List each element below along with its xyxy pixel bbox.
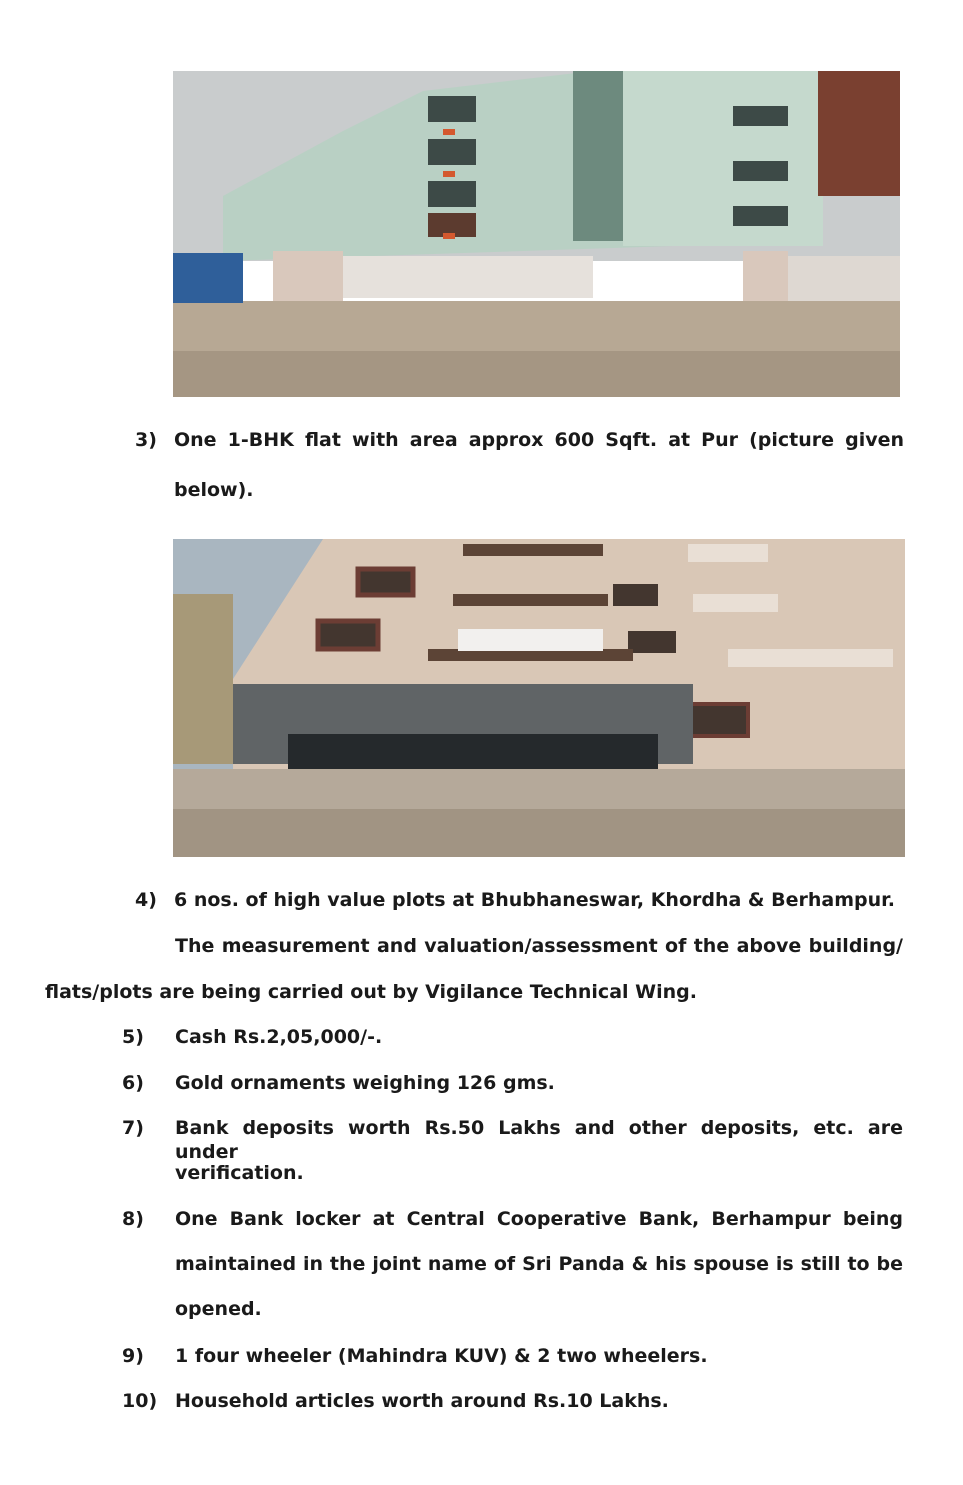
item-6-text: Gold ornaments weighing 126 gms.	[175, 1072, 555, 1094]
item-4-number: 4)	[135, 889, 157, 911]
item-3-number: 3)	[135, 429, 157, 451]
item-9-text: 1 four wheeler (Mahindra KUV) & 2 two wheelers.	[175, 1345, 708, 1367]
building-photo-1	[173, 71, 900, 397]
building-photo-2-image	[173, 539, 905, 857]
item-5-text: Cash Rs.2,05,000/-.	[175, 1026, 383, 1048]
building-photo-1-image	[173, 71, 900, 397]
item-8-line-3: opened.	[175, 1298, 262, 1320]
item-8-line-1: One Bank locker at Central Cooperative Bank, Berhampur being	[175, 1208, 903, 1230]
item-7-line-1: Bank deposits worth Rs.50 Lakhs and other deposits, etc. are under	[175, 1117, 903, 1163]
item-8-line-2: maintained in the joint name of Sri Panda & his spouse is still to be	[175, 1253, 903, 1275]
item-10-text: Household articles worth around Rs.10 Lakhs.	[175, 1390, 669, 1412]
item-3-line-1: One 1-BHK flat with area approx 600 Sqft. at Pur (picture given	[174, 429, 904, 451]
item-8-number: 8)	[122, 1208, 144, 1230]
item-6-number: 6)	[122, 1072, 144, 1094]
paragraph-line-1: The measurement and valuation/assessment of the above building/	[175, 935, 903, 957]
item-7-number: 7)	[122, 1117, 144, 1139]
item-5-number: 5)	[122, 1026, 144, 1048]
item-7-line-2: verification.	[175, 1162, 304, 1184]
item-9-number: 9)	[122, 1345, 144, 1367]
item-3-line-2: below).	[174, 479, 254, 501]
building-photo-2	[173, 539, 905, 857]
item-4-text: 6 nos. of high value plots at Bhubhaneswar, Khordha & Berhampur.	[174, 889, 896, 911]
item-10-number: 10)	[122, 1390, 158, 1412]
paragraph-line-2: flats/plots are being carried out by Vigilance Technical Wing.	[45, 981, 697, 1003]
